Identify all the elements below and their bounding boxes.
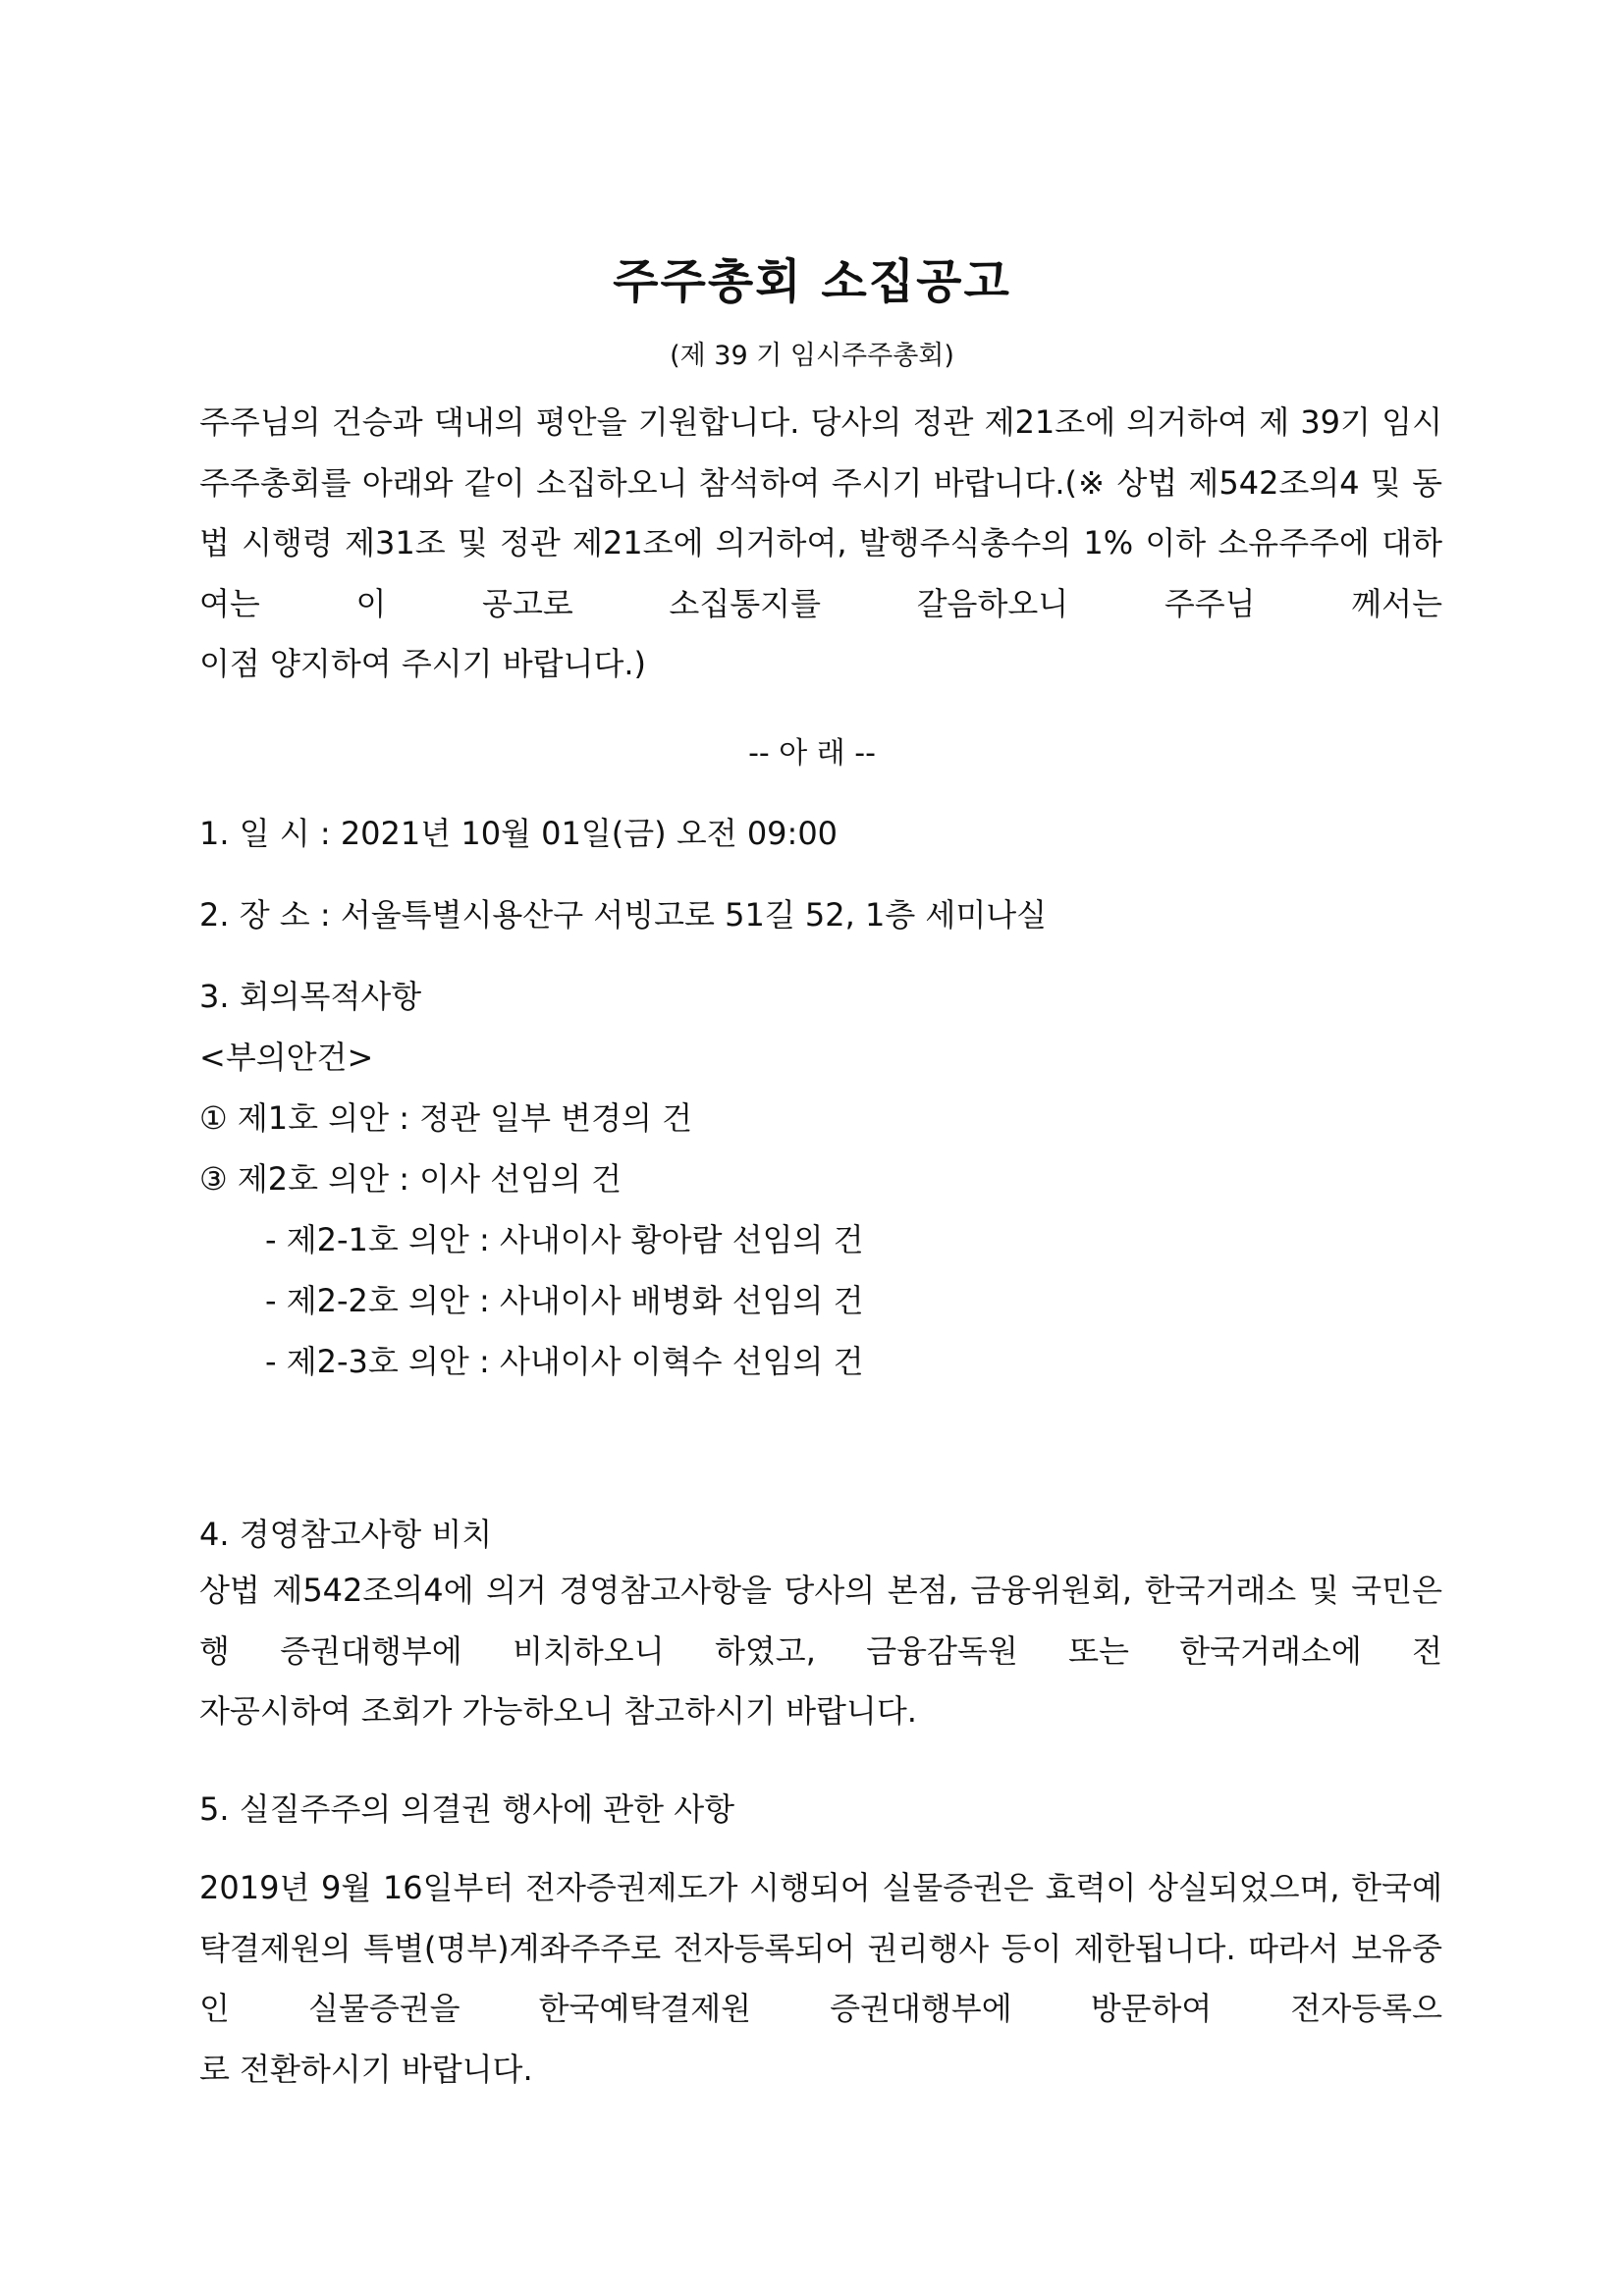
agenda-label: <부의안건> (199, 1039, 374, 1076)
meeting-datetime: 1. 일 시 : 2021년 10월 01일(금) 오전 09:00 (199, 815, 839, 852)
intro-text: 주주님의 건승과 댁내의 평안을 기원합니다. 당사의 정관 제21조에 의거하여 제 39기 임시주주총회를 아래와 같이 소집하오니 참석하여 주시기 바랍니다.(※ 상법 제542조의4 및 동법 시행령 제31조 및 정관 제21조에 의거하여, 발행주식총수의 1% 이하 소유주주에 대하여는 이 공고로 소집통지를 갈음하오니 주주님 께서는 (199, 403, 1442, 622)
sub-agenda-item: - 제2-2호 의안 : 사내이사 배병화 선임의 건 (265, 1282, 864, 1319)
voting-rights-text-last-line: 로 전환하시기 바랍니다. (199, 2050, 533, 2088)
meeting-location: 2. 장 소 : 서울특별시용산구 서빙고로 51길 52, 1층 세미나실 (199, 896, 1048, 934)
reference-text: 상법 제542조의4에 의거 경영참고사항을 당사의 본점, 금융위원회, 한국거래소 및 국민은행 증권대행부에 비치하오니 하였고, 금융감독원 또는 한국거래소에 전 (199, 1572, 1442, 1670)
page-subtitle: (제 39 기 임시주주총회) (670, 341, 954, 371)
reference-heading: 4. 경영참고사항 비치 (199, 1516, 493, 1553)
reference-text-last-line: 자공시하여 조회가 가능하오니 참고하시기 바랍니다. (199, 1692, 917, 1731)
voting-rights-paragraph (199, 1858, 1442, 2100)
intro-paragraph (199, 393, 1442, 695)
intro-text-last-line: 이점 양지하여 주시기 바랍니다.) (199, 645, 647, 683)
agenda-heading: 3. 회의목적사항 (199, 978, 422, 1015)
section-divider: -- 아 래 -- (748, 736, 876, 771)
voting-rights-heading: 5. 실질주주의 의결권 행사에 관한 사항 (199, 1790, 735, 1828)
sub-agenda-item: - 제2-1호 의안 : 사내이사 황아람 선임의 건 (265, 1221, 864, 1258)
agenda-item: ③ 제2호 의안 : 이사 선임의 건 (199, 1160, 622, 1198)
voting-rights-text: 2019년 9월 16일부터 전자증권제도가 시행되어 실물증권은 효력이 상실되었으며, 한국예탁결제원의 특별(명부)계좌주주로 전자등록되어 권리행사 등이 제한됩니다. 따라서 보유중인 실물증권을 한국예탁결제원 증권대행부에 방문하여 전자등록으 (199, 1869, 1442, 2028)
reference-paragraph (199, 1561, 1442, 1742)
page-title: 주주총회 소집공고 (613, 254, 1011, 309)
sub-agenda-item: - 제2-3호 의안 : 사내이사 이혁수 선임의 건 (265, 1343, 864, 1380)
agenda-item: ① 제1호 의안 : 정관 일부 변경의 건 (199, 1099, 692, 1137)
